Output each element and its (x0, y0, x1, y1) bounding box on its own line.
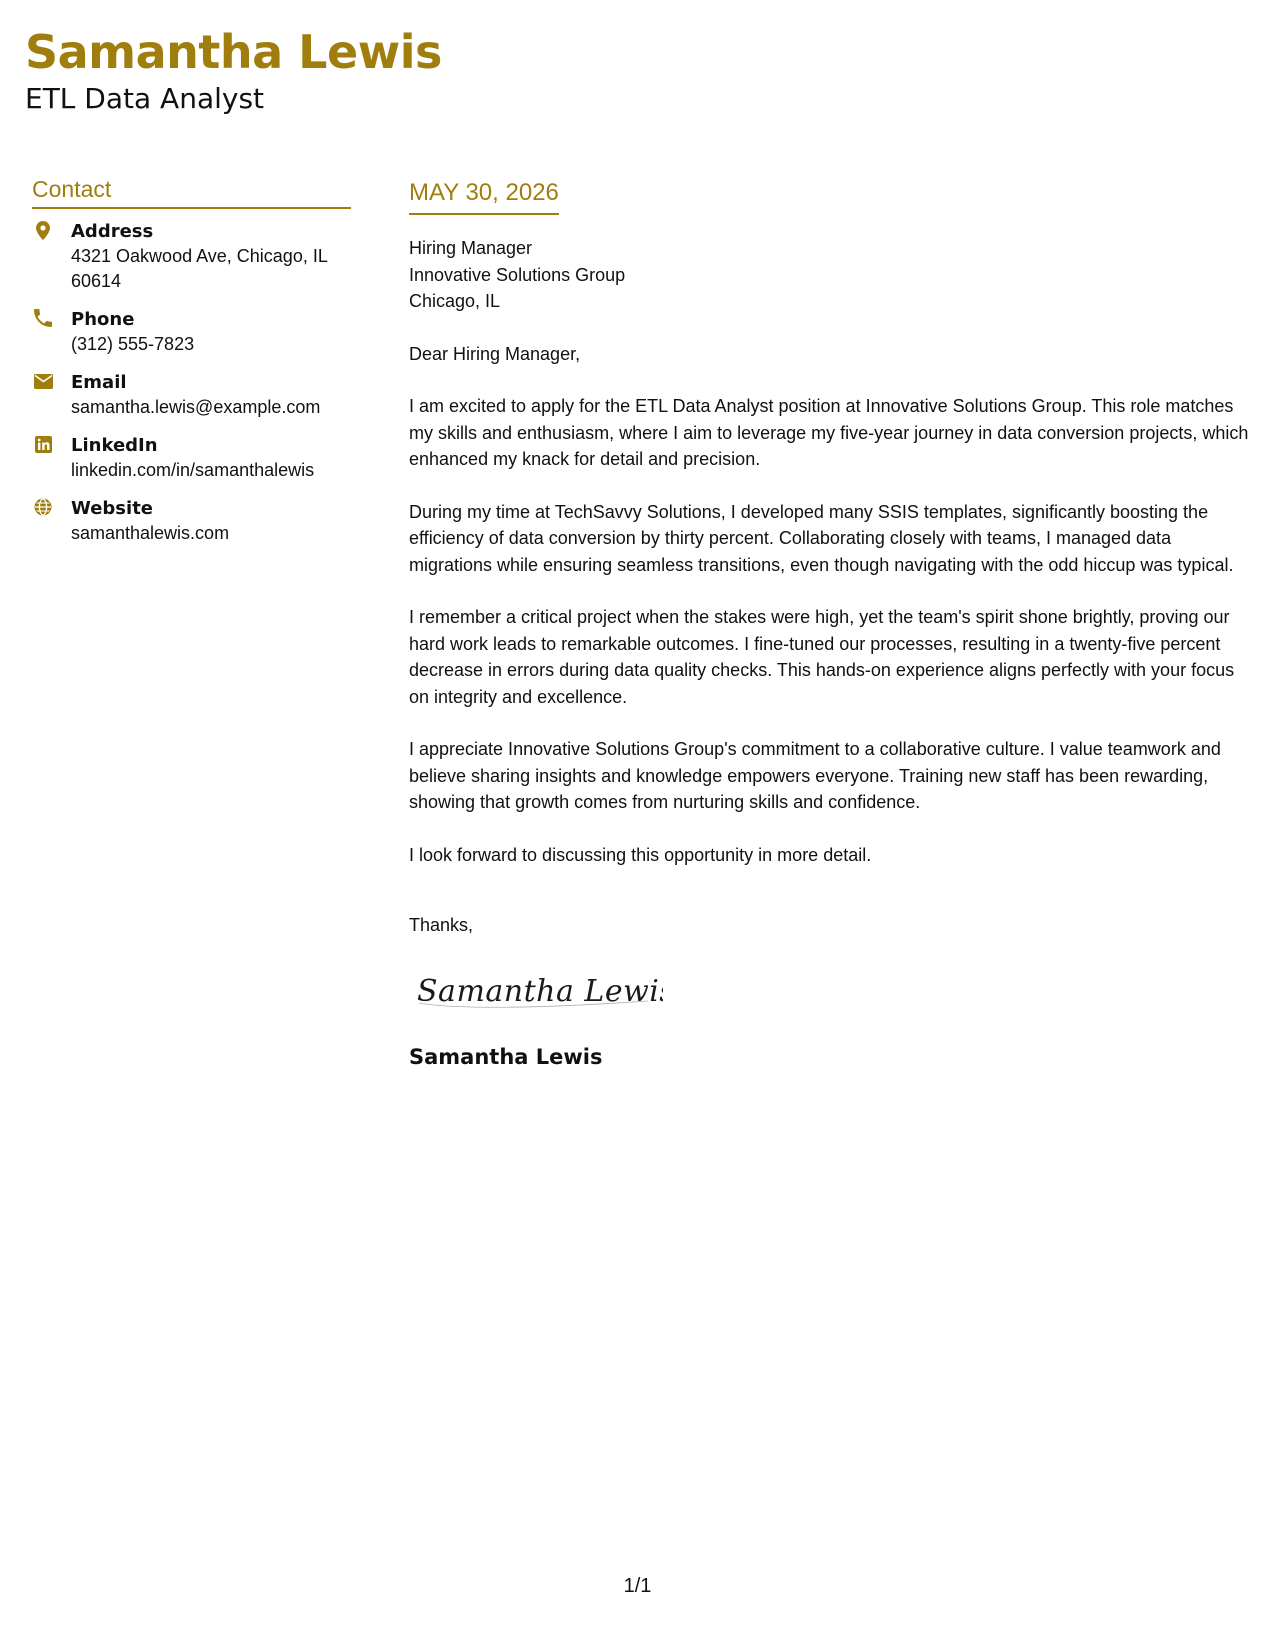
contact-phone (32, 307, 351, 357)
map-pin-icon (33, 220, 53, 240)
header (25, 22, 442, 116)
contact-sidebar (32, 172, 351, 559)
cover-letter-body (409, 176, 1254, 1072)
contact-email (32, 370, 351, 420)
contact-linkedin (32, 433, 351, 483)
signature-text: Samantha Lewis (417, 973, 663, 1009)
address-value: 4321 Oakwood Ave, Chicago, IL 60614 (71, 246, 328, 291)
signed-name: Samantha Lewis (409, 1044, 603, 1069)
envelope-icon (33, 371, 53, 391)
contact-website (32, 496, 351, 546)
body-paragraph: I appreciate Innovative Solutions Group's commitment to a collaborative culture. I value teamwork and believe sharing insights and knowledge empowers everyone. Training new staff has been rewarding, showing that growth comes from nurturing skills and confidence. (409, 739, 1221, 812)
body-paragraph: I remember a critical project when the stakes were high, yet the team's spirit shone brightly, proving our hard work leads to remarkable outcomes. I fine-tuned our processes, resulting in a twenty-five percent decrease in errors during data quality checks. This hands-on experience aligns perfectly with your focus on integrity and excellence. (409, 607, 1235, 707)
website-value[interactable]: samanthalewis.com (71, 523, 230, 543)
contact-label: Email (71, 372, 127, 393)
contact-label: Phone (71, 309, 135, 330)
body-paragraph: I look forward to discussing this opportunity in more detail. (409, 844, 872, 865)
page-number: 1/1 (623, 1575, 652, 1597)
phone-value: (312) 555-7823 (71, 334, 195, 354)
contact-label: Website (71, 498, 154, 519)
recipient-block (409, 235, 1254, 315)
applicant-name: Samantha Lewis (25, 25, 442, 79)
body-paragraph: During my time at TechSavvy Solutions, I developed many SSIS templates, significantly boosting the efficiency of data conversion by thirty percent. Collaborating closely with teams, I managed data migrations while ensuring seamless transitions, even though navigating with the odd hiccup was typical. (409, 501, 1234, 575)
globe-icon (33, 497, 53, 517)
recipient-line: Hiring Manager (409, 238, 533, 258)
contact-label: Address (71, 221, 154, 242)
email-value[interactable]: samantha.lewis@example.com (71, 397, 321, 417)
contact-heading: Contact (32, 172, 351, 209)
contact-label: LinkedIn (71, 435, 158, 456)
recipient-line: Innovative Solutions Group (409, 264, 626, 285)
letter-date: MAY 30, 2026 (409, 176, 559, 215)
phone-icon (33, 308, 53, 328)
salutation: Dear Hiring Manager, (409, 343, 581, 364)
closing: Thanks, (409, 915, 474, 935)
body-paragraph: I am excited to apply for the ETL Data Analyst position at Innovative Solutions Group. This role matches my skills and enthusiasm, where I aim to leverage my five-year journey in data conversion projects, which enhanced my knack for detail and precision. (409, 396, 1249, 469)
linkedin-value[interactable]: linkedin.com/in/samanthalewis (71, 460, 315, 480)
contact-address (32, 219, 351, 294)
recipient-line: Chicago, IL (409, 291, 501, 311)
linkedin-icon (33, 434, 53, 454)
job-title: ETL Data Analyst (25, 82, 265, 115)
handwritten-signature (413, 965, 1254, 1020)
